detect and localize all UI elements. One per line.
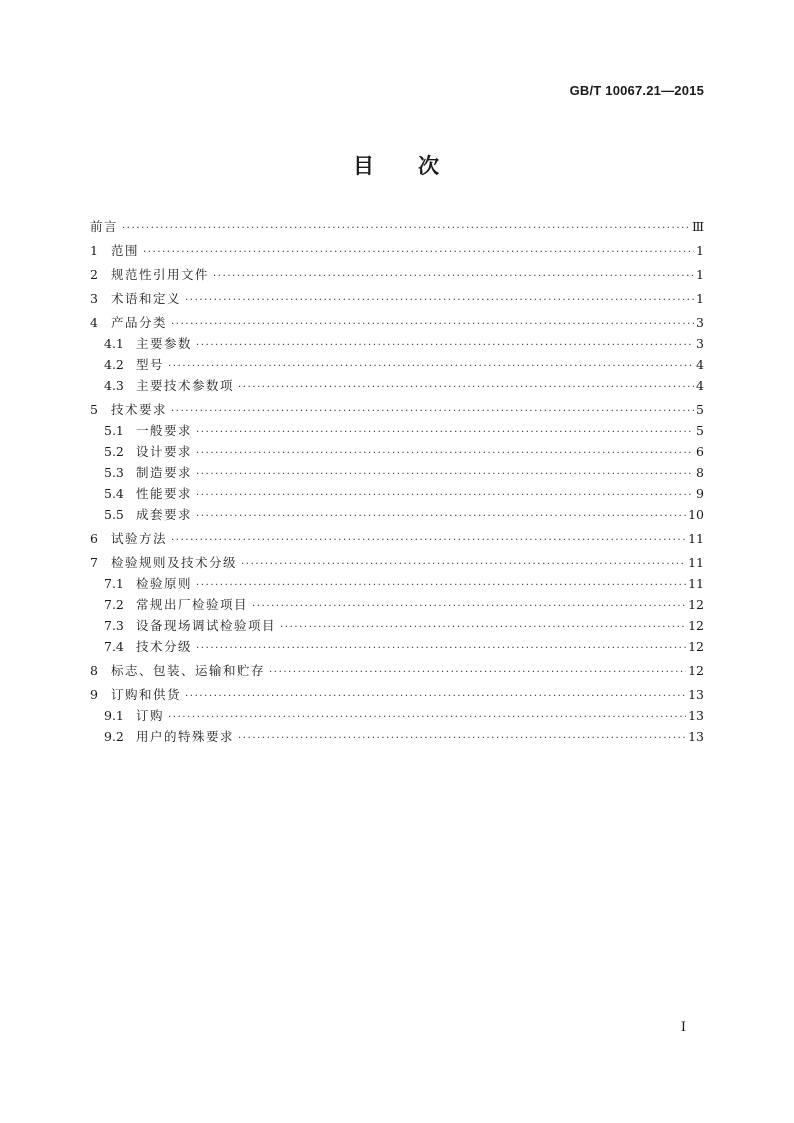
toc-entry-title: 常规出厂检验项目 [136,597,249,612]
title-char-1: 目 [353,153,376,178]
dot-leader [241,554,686,575]
dot-leader [122,218,690,239]
dot-leader [196,575,686,596]
toc-entry-title: 检验原则 [136,576,193,591]
toc-subentry[interactable] [90,420,704,441]
toc-subentry[interactable] [90,726,704,747]
toc-entry[interactable] [90,312,704,333]
toc-entry-page: 9 [696,486,704,501]
toc-entry-number: 7.2 [104,597,124,612]
toc-subentry[interactable] [90,441,704,462]
dot-leader [185,290,694,311]
toc-subentry[interactable] [90,375,704,396]
toc-entry-number: 7.3 [104,618,124,633]
page-number: I [680,1020,686,1035]
toc-subentry[interactable] [90,483,704,504]
dot-leader [196,422,694,443]
toc-entry-page: 1 [696,267,704,282]
toc-entry-page: 11 [688,576,704,591]
dot-leader [252,596,686,617]
toc-entry-page: 4 [696,357,704,372]
toc-entry-page: 13 [688,708,704,723]
toc-entry-title: 订购 [136,708,165,723]
toc-entry-page: 11 [688,555,704,570]
toc-subentry[interactable] [90,573,704,594]
dot-leader [185,686,686,707]
toc-entry-page: 5 [696,402,704,417]
toc-entry-title: 前言 [90,219,119,234]
dot-leader [171,530,686,551]
toc-entry[interactable] [90,660,704,681]
toc-entry-number: 4.3 [104,378,124,393]
toc-entry-title: 技术要求 [111,402,168,417]
toc-entry-page: 10 [688,507,704,522]
toc-entry-page: 3 [696,315,704,330]
toc-subentry[interactable] [90,705,704,726]
dot-leader [196,464,694,485]
toc-entry-title: 订购和供货 [111,687,182,702]
toc-subentry[interactable] [90,615,704,636]
dot-leader [143,242,694,263]
toc-entry[interactable] [90,240,704,261]
toc-entry-number: 6 [90,531,98,546]
toc-subentry[interactable] [90,594,704,615]
toc-entry-page: 1 [696,291,704,306]
toc-entry-title: 主要技术参数项 [136,378,235,393]
toc-entry-number: 9.2 [104,729,124,744]
toc-entry-page: 5 [696,423,704,438]
toc-entry[interactable] [90,399,704,420]
dot-leader [196,638,686,659]
toc-entry-number: 5 [90,402,98,417]
toc-entry[interactable] [90,264,704,285]
toc-subentry[interactable] [90,462,704,483]
dot-leader [196,485,694,506]
toc-entry-page: 13 [688,729,704,744]
dot-leader [196,506,686,527]
toc-entry-number: 4 [90,315,98,330]
toc-entry-number: 5.5 [104,507,124,522]
toc-entry-number: 8 [90,663,98,678]
toc-entry-title: 设计要求 [136,444,193,459]
toc-entry-title: 规范性引用文件 [111,267,210,282]
toc-subentry[interactable] [90,636,704,657]
toc-entry-number: 3 [90,291,98,306]
toc-entry-page: 13 [688,687,704,702]
toc-entry-number: 5.4 [104,486,124,501]
toc-entry-title: 主要参数 [136,336,193,351]
dot-leader [238,728,686,749]
toc-entry-number: 5.1 [104,423,124,438]
toc-entry-title: 试验方法 [111,531,168,546]
toc-entry-title: 产品分类 [111,315,168,330]
toc-entry-number: 9.1 [104,708,124,723]
dot-leader [168,707,686,728]
toc-entry-page: 3 [696,336,704,351]
toc-subentry[interactable] [90,333,704,354]
toc-entry-title: 设备现场调试检验项目 [136,618,277,633]
toc-entry-title: 制造要求 [136,465,193,480]
page-title [0,150,794,180]
toc-entry-title: 成套要求 [136,507,193,522]
toc-entry[interactable] [90,684,704,705]
dot-leader [269,662,686,683]
toc-entry[interactable] [90,552,704,573]
toc-entry-number: 7 [90,555,98,570]
dot-leader [168,356,694,377]
toc-entry-title: 检验规则及技术分级 [111,555,238,570]
toc-entry-number: 7.1 [104,576,124,591]
toc-entry-number: 9 [90,687,98,702]
dot-leader [171,314,694,335]
dot-leader [196,443,694,464]
toc-entry-page: 11 [688,531,704,546]
toc-subentry[interactable] [90,504,704,525]
toc-entry[interactable] [90,528,704,549]
toc-entry-title: 一般要求 [136,423,193,438]
table-of-contents [90,216,704,747]
toc-entry-title: 术语和定义 [111,291,182,306]
toc-entry-title: 用户的特殊要求 [136,729,235,744]
toc-subentry[interactable] [90,354,704,375]
toc-entry-number: 1 [90,243,98,258]
toc-entry-page: Ⅲ [691,219,704,234]
toc-entry-page: 12 [688,597,704,612]
dot-leader [280,617,686,638]
toc-entry-number: 5.2 [104,444,124,459]
toc-entry-title: 性能要求 [136,486,193,501]
title-char-2: 次 [418,153,441,178]
toc-entry-number: 4.1 [104,336,124,351]
toc-entry-title: 标志、包装、运输和贮存 [111,663,266,678]
toc-entry-number: 2 [90,267,98,282]
dot-leader [213,266,694,287]
toc-entry[interactable] [90,288,704,309]
standard-number: GB/T 10067.21—2015 [569,83,704,98]
toc-entry-page: 6 [696,444,704,459]
toc-entry-title: 型号 [136,357,165,372]
toc-entry-page: 12 [688,618,704,633]
toc-entry[interactable] [90,216,704,237]
toc-entry-page: 8 [696,465,704,480]
toc-entry-number: 5.3 [104,465,124,480]
toc-entry-number: 7.4 [104,639,124,654]
toc-entry-page: 12 [688,663,704,678]
toc-entry-number: 4.2 [104,357,124,372]
toc-entry-title: 范围 [111,243,140,258]
toc-entry-page: 12 [688,639,704,654]
toc-entry-page: 4 [696,378,704,393]
toc-entry-page: 1 [696,243,704,258]
dot-leader [196,335,694,356]
dot-leader [171,401,694,422]
dot-leader [238,377,694,398]
toc-entry-title: 技术分级 [136,639,193,654]
